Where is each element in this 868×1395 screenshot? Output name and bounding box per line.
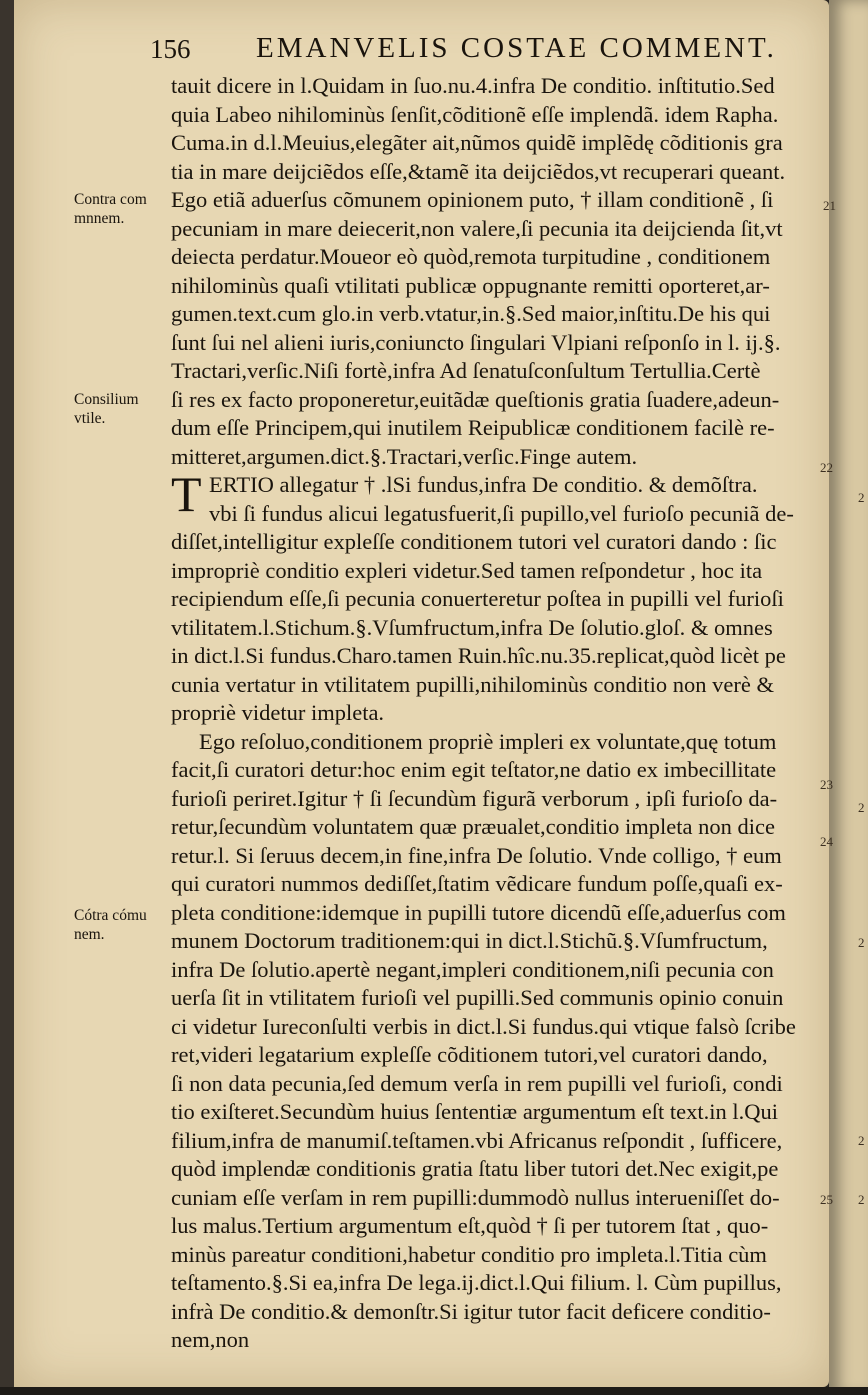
text-line: Tractari,verſic.Niſi fortè,infra Ad ſenatuſconſultum Tertullia.Certè [171, 358, 761, 383]
text-line: munem Doctorum traditionem:qui in dict.l.Stichũ.§.Vſumfructum, [171, 928, 768, 953]
text-line: cuniam eſſe verſam in rem pupilli:dummodò nullus interueniſſet do- [171, 1184, 780, 1210]
text-line: minùs pareatur conditioni,habetur conditio pro impleta.l.Titia cùm [171, 1241, 767, 1267]
text-line: filium,infra de manumiſ.teſtamen.vbi Africanus reſpondit , ſufficere, [171, 1127, 783, 1153]
margin-note-line: vtile. [74, 410, 106, 427]
text-line: ſi non data pecunia,ſed demum verſa in rem pupilli vel furioſi, condi [171, 1070, 783, 1096]
text-line: diſſet,intelligitur expleſſe conditionem tutori vel curatori dando : ſic [171, 529, 777, 554]
next-page-number: 2 [858, 1133, 865, 1148]
text-line: ci videtur Iureconſulti verbis in dict.l.Si fundus.qui vtique falsò ſcribe [171, 1013, 796, 1039]
text-line: nem,non [171, 1327, 250, 1352]
text-line: facit,ſi curatori detur:hoc enim egit teſtator,ne datio ex imbecillitate [171, 757, 777, 782]
margin-note-contra-communem-2 [74, 906, 169, 944]
text-line: mitteret,argumen.dict.§.Tractari,verſic.Finge autem. [171, 443, 638, 469]
margin-note-line: Cótra cómu [74, 907, 147, 924]
text-line: qui curatori nummos dediſſet,ſtatim vẽdicare fundum poſſe,quaſi ex- [171, 871, 783, 896]
text-line: recipiendum eſſe,ſi pecunia conuerteretur poſtea in pupilli vel furioſi [171, 586, 784, 611]
text-line: cunia vertatur in vtilitatem pupilli,nihilominùs conditio non verè & [171, 671, 775, 697]
next-page-number: 2 [858, 935, 865, 950]
margin-note-line: mnnem. [74, 210, 125, 227]
text-line: Cuma.in d.l.Meuius,elegãter ait,nũmos quidẽ implẽdę cõditionis gra [171, 130, 783, 155]
text-line: dum eſſe Principem,qui inutilem Reipublicæ conditionem facilè re- [171, 415, 775, 440]
margin-number-25: 25 [820, 1192, 833, 1207]
drop-cap: T [171, 466, 202, 522]
running-title: EMANVELIS COSTAE COMMENT. [256, 32, 777, 64]
text-line: vtilitatem.l.Stichum.§.Vſumfructum,infra De ſolutio.gloſ. & omnes [171, 614, 773, 640]
page-number: 156 [150, 34, 191, 64]
text-line: propriè videtur impleta. [171, 700, 385, 725]
page-header [150, 30, 790, 70]
margin-note-line: Contra com [74, 191, 147, 208]
text-line: quia Labeo nihilominùs ſenſit,cõditionẽ eſſe implendã. idem Rapha. [171, 101, 779, 127]
text-line: retur.l. Si ſeruus decem,in fine,infra De ſolutio. Vnde colligo, † eum [171, 842, 782, 868]
margin-note-line: Consilium [74, 391, 139, 408]
book-gutter [0, 0, 14, 1395]
text-line: lus malus.Tertium argumentum eſt,quòd † ſi per tutorem ſtat , quo- [171, 1213, 769, 1238]
next-page-number: 2 [858, 1192, 865, 1207]
text-line: in dict.l.Si fundus.Charo.tamen Ruin.hîc.nu.35.replicat,quòd licèt pe [171, 643, 786, 668]
text-line: Ego reſoluo,conditionem propriè impleri ex voluntate,quę totum [199, 728, 777, 754]
text-line: pleta conditione:idemque in pupilli tutore dicendũ eſſe,aduerſus com [171, 899, 786, 925]
body-text [171, 72, 819, 1383]
text-line: tauit dicere in l.Quidam in ſuo.nu.4.infra De conditio. inſtitutio.Sed [171, 73, 775, 98]
text-line: quòd implendæ conditionis gratia ſtatu liber tutori det.Nec exigit,pe [171, 1156, 779, 1181]
text-line: pecuniam in mare deiecerit,non valere,ſi pecunia ita deijcienda ſit,vt [171, 215, 783, 241]
margin-note-line: nem. [74, 926, 105, 943]
margin-note-consilium-vtile [74, 390, 169, 428]
text-line: ſunt ſui nel alieni iuris,coniuncto ſingulari Vlpiani reſponſo in l. ij.§. [171, 329, 781, 355]
text-line: deiecta perdatur.Moueor eò quòd,remota turpitudine , conditionem [171, 244, 771, 269]
text-line: tio exiſteret.Secundùm huius ſententiæ argumentum eſt text.in l.Qui [171, 1099, 778, 1124]
text-line: infrà De conditio.& demonſtr.Si igitur tutor facit deficere conditio- [171, 1298, 771, 1324]
text-line: teſtamento.§.Si ea,infra De lega.ij.dict.l.Qui filium. l. Cùm pupillus, [171, 1270, 782, 1295]
text-line: ERTIO allegatur † .lSi fundus,infra De conditio. & demõſtra. [209, 472, 758, 497]
text-line: ſi res ex facto proponeretur,euitãdæ queſtionis gratia ſuadere,adeun- [171, 386, 780, 412]
margin-number-22: 22 [820, 460, 833, 475]
text-line [171, 1355, 819, 1384]
margin-number-24: 24 [820, 834, 833, 849]
text-line: tia in mare deijciẽdos eſſe,&tamẽ ita deijciẽdos,vt recuperari queant. [171, 158, 786, 184]
margin-number-21: 21 [823, 198, 836, 213]
margin-note-contra-communem [74, 190, 169, 228]
text-line: vbi ſi fundus alicui legatusfuerit,ſi pupillo,vel furioſo pecuniã de- [209, 500, 794, 526]
text-line: Ego etiã aduerſus cõmunem opinionem puto, † illam conditionẽ , ſi [171, 187, 774, 212]
next-page-number: 2 [858, 800, 865, 815]
text-line: nihilominùs quaſi vtilitati publicæ oppugnante remitti oporteret,ar- [171, 272, 770, 298]
text-line: gumen.text.cum glo.in verb.vtatur,in.§.Sed maior,inſtitu.De his qui [171, 301, 771, 326]
text-line: infra De ſolutio.apertè negant,impleri conditionem,niſi pecunia con [171, 956, 774, 982]
text-line: uerſa ſit in vtilitatem furioſi vel pupilli.Sed communis opinio conuin [171, 985, 784, 1010]
text-line: retur,ſecundùm voluntatem quæ præualet,conditio impleta non dice [171, 814, 775, 839]
next-page-number: 2 [858, 490, 865, 505]
bottom-edge [0, 1387, 868, 1395]
text-line: impropriè conditio expleri videtur.Sed tamen reſpondetur , hoc ita [171, 557, 763, 583]
text-line: furioſi periret.Igitur † ſi ſecundùm figurã verborum , ipſi furioſo da- [171, 785, 778, 811]
margin-number-23: 23 [820, 777, 833, 792]
text-line: ret,videri legatarium expleſſe cõditionem tutori,vel curatori dando, [171, 1042, 768, 1067]
